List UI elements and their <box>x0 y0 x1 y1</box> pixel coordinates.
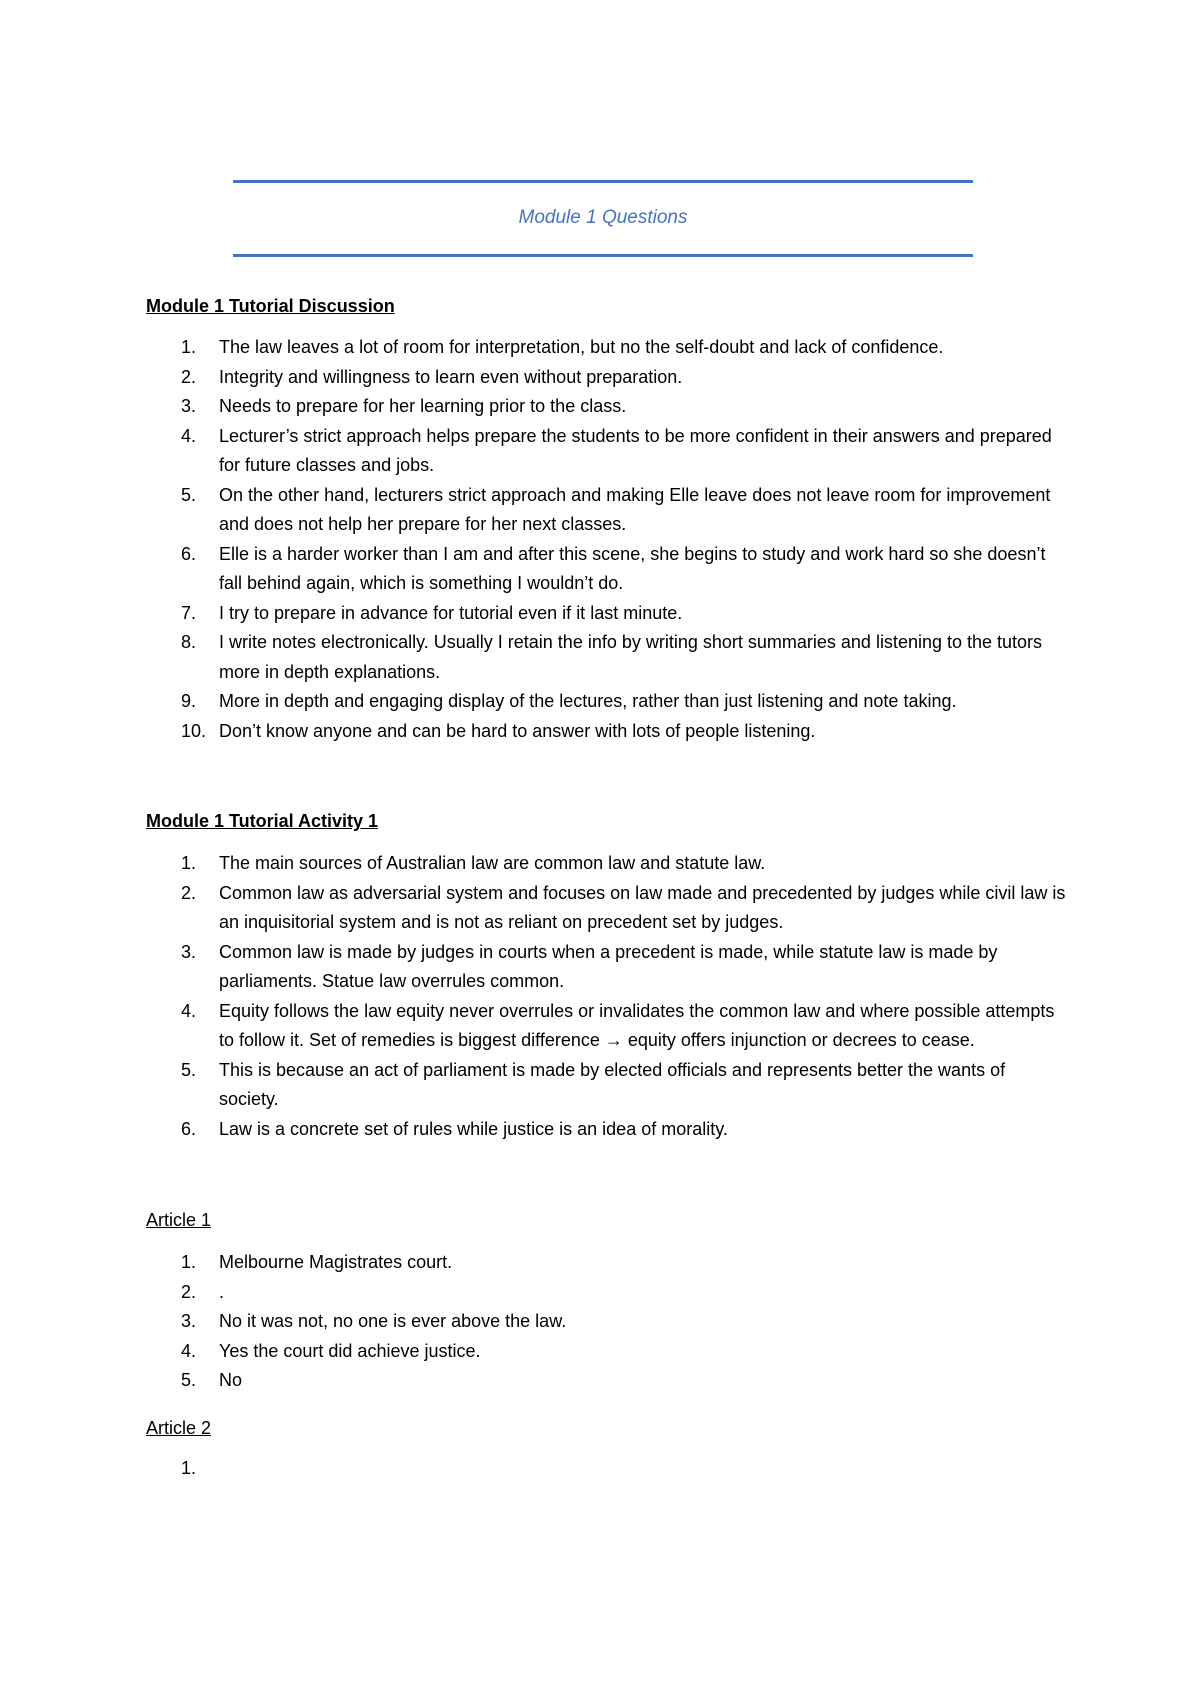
item-text: Law is a concrete set of rules while justice is an idea of morality. <box>219 1118 728 1139</box>
item-number: 1. <box>181 1457 197 1478</box>
item-text: On the other hand, lecturers strict approach and making Elle leave does not leave room for improvement and does not help her prepare for her next classes. <box>219 484 1051 534</box>
article-1-list <box>146 1248 1066 1396</box>
item-number: 6. <box>181 543 197 564</box>
list-item <box>146 422 1066 481</box>
section-heading-tutorial-discussion: Module 1 Tutorial Discussion <box>146 296 395 316</box>
item-number: 1. <box>181 337 197 357</box>
item-number: 5. <box>181 1059 197 1080</box>
item-text: . <box>219 1281 225 1302</box>
list-item <box>146 540 1066 599</box>
item-text: I try to prepare in advance for tutorial even if it last minute. <box>219 602 683 623</box>
list-item <box>146 481 1066 540</box>
item-text: Needs to prepare for her learning prior to the class. <box>219 396 627 416</box>
list-item <box>146 717 1066 747</box>
list-item <box>146 628 1066 687</box>
item-number: 4. <box>181 1340 197 1361</box>
item-text: No it was not, no one is ever above the law. <box>219 1311 567 1331</box>
item-text: Lecturer’s strict approach helps prepare the students to be more confident in their answers and prepared for future classes and jobs. <box>219 425 1052 475</box>
section-heading-tutorial-activity-1: Module 1 Tutorial Activity 1 <box>146 811 379 831</box>
item-text: The law leaves a lot of room for interpretation, but no the self-doubt and lack of confidence. <box>219 337 944 357</box>
item-text: Common law as adversarial system and focuses on law made and precedented by judges while civil law is an inquisitorial system and is not as reliant on precedent set by judges. <box>219 882 1066 932</box>
list-item <box>146 1366 1066 1396</box>
list-item <box>146 363 1066 393</box>
item-number: 5. <box>181 484 197 505</box>
item-number: 2. <box>181 1281 197 1302</box>
item-text: Elle is a harder worker than I am and after this scene, she begins to study and work hard so she doesn’t fall behind again, which is something I wouldn’t do. <box>219 543 1046 593</box>
item-number: 6. <box>181 1118 197 1139</box>
tutorial-discussion-list <box>146 333 1066 746</box>
item-number: 10. <box>181 720 207 741</box>
list-item <box>146 1056 1066 1115</box>
list-item <box>146 1307 1066 1337</box>
item-number: 3. <box>181 941 197 962</box>
list-item <box>146 1278 1066 1308</box>
section-heading-article-2: Article 2 <box>146 1417 212 1438</box>
list-item <box>146 687 1066 717</box>
item-text: Don’t know anyone and can be hard to answer with lots of people listening. <box>219 720 816 741</box>
document-body <box>146 294 1066 1478</box>
list-item <box>146 333 1066 363</box>
item-number: 8. <box>181 632 197 652</box>
list-item <box>146 849 1066 879</box>
item-number: 5. <box>181 1370 197 1390</box>
item-text: I write notes electronically. Usually I retain the info by writing short summaries and listening to the tutors more in depth explanations. <box>219 632 1043 682</box>
item-number: 9. <box>181 691 197 711</box>
list-item <box>146 879 1066 938</box>
list-item <box>146 599 1066 629</box>
list-item <box>146 1337 1066 1367</box>
item-text: Common law is made by judges in courts when a precedent is made, while statute law is made by parliaments. Statue law overrules common. <box>219 941 998 991</box>
item-number: 7. <box>181 602 197 623</box>
title-top-rule <box>233 180 973 183</box>
title-block <box>233 180 973 257</box>
item-text: Melbourne Magistrates court. <box>219 1252 453 1272</box>
list-item <box>146 1115 1066 1145</box>
item-number: 1. <box>181 853 197 873</box>
item-number: 3. <box>181 396 197 416</box>
item-text: More in depth and engaging display of the lectures, rather than just listening and note taking. <box>219 691 957 711</box>
item-text: Equity follows the law equity never overrules or invalidates the common law and where possible attempts to follow it. Set of remedies is biggest difference → equity offers injunction or decrees to cease. <box>219 1000 1055 1050</box>
section-heading-article-1: Article 1 <box>146 1210 212 1230</box>
item-text: The main sources of Australian law are common law and statute law. <box>219 853 766 873</box>
list-item <box>146 938 1066 997</box>
list-item <box>146 1248 1066 1278</box>
item-number: 2. <box>181 882 197 903</box>
item-number: 1. <box>181 1252 197 1272</box>
item-number: 2. <box>181 366 197 387</box>
item-text: Integrity and willingness to learn even without preparation. <box>219 366 683 387</box>
item-number: 3. <box>181 1311 197 1331</box>
list-item <box>146 997 1066 1056</box>
item-text: Yes the court did achieve justice. <box>219 1340 481 1361</box>
title-bottom-rule <box>233 254 973 257</box>
tutorial-activity-list <box>146 849 1066 1144</box>
item-number: 4. <box>181 1000 197 1021</box>
item-text: No <box>219 1370 243 1390</box>
document-title: Module 1 Questions <box>518 207 688 228</box>
list-item <box>146 392 1066 422</box>
item-text: This is because an act of parliament is made by elected officials and represents better the wants of society. <box>219 1059 1006 1109</box>
item-number: 4. <box>181 425 197 446</box>
